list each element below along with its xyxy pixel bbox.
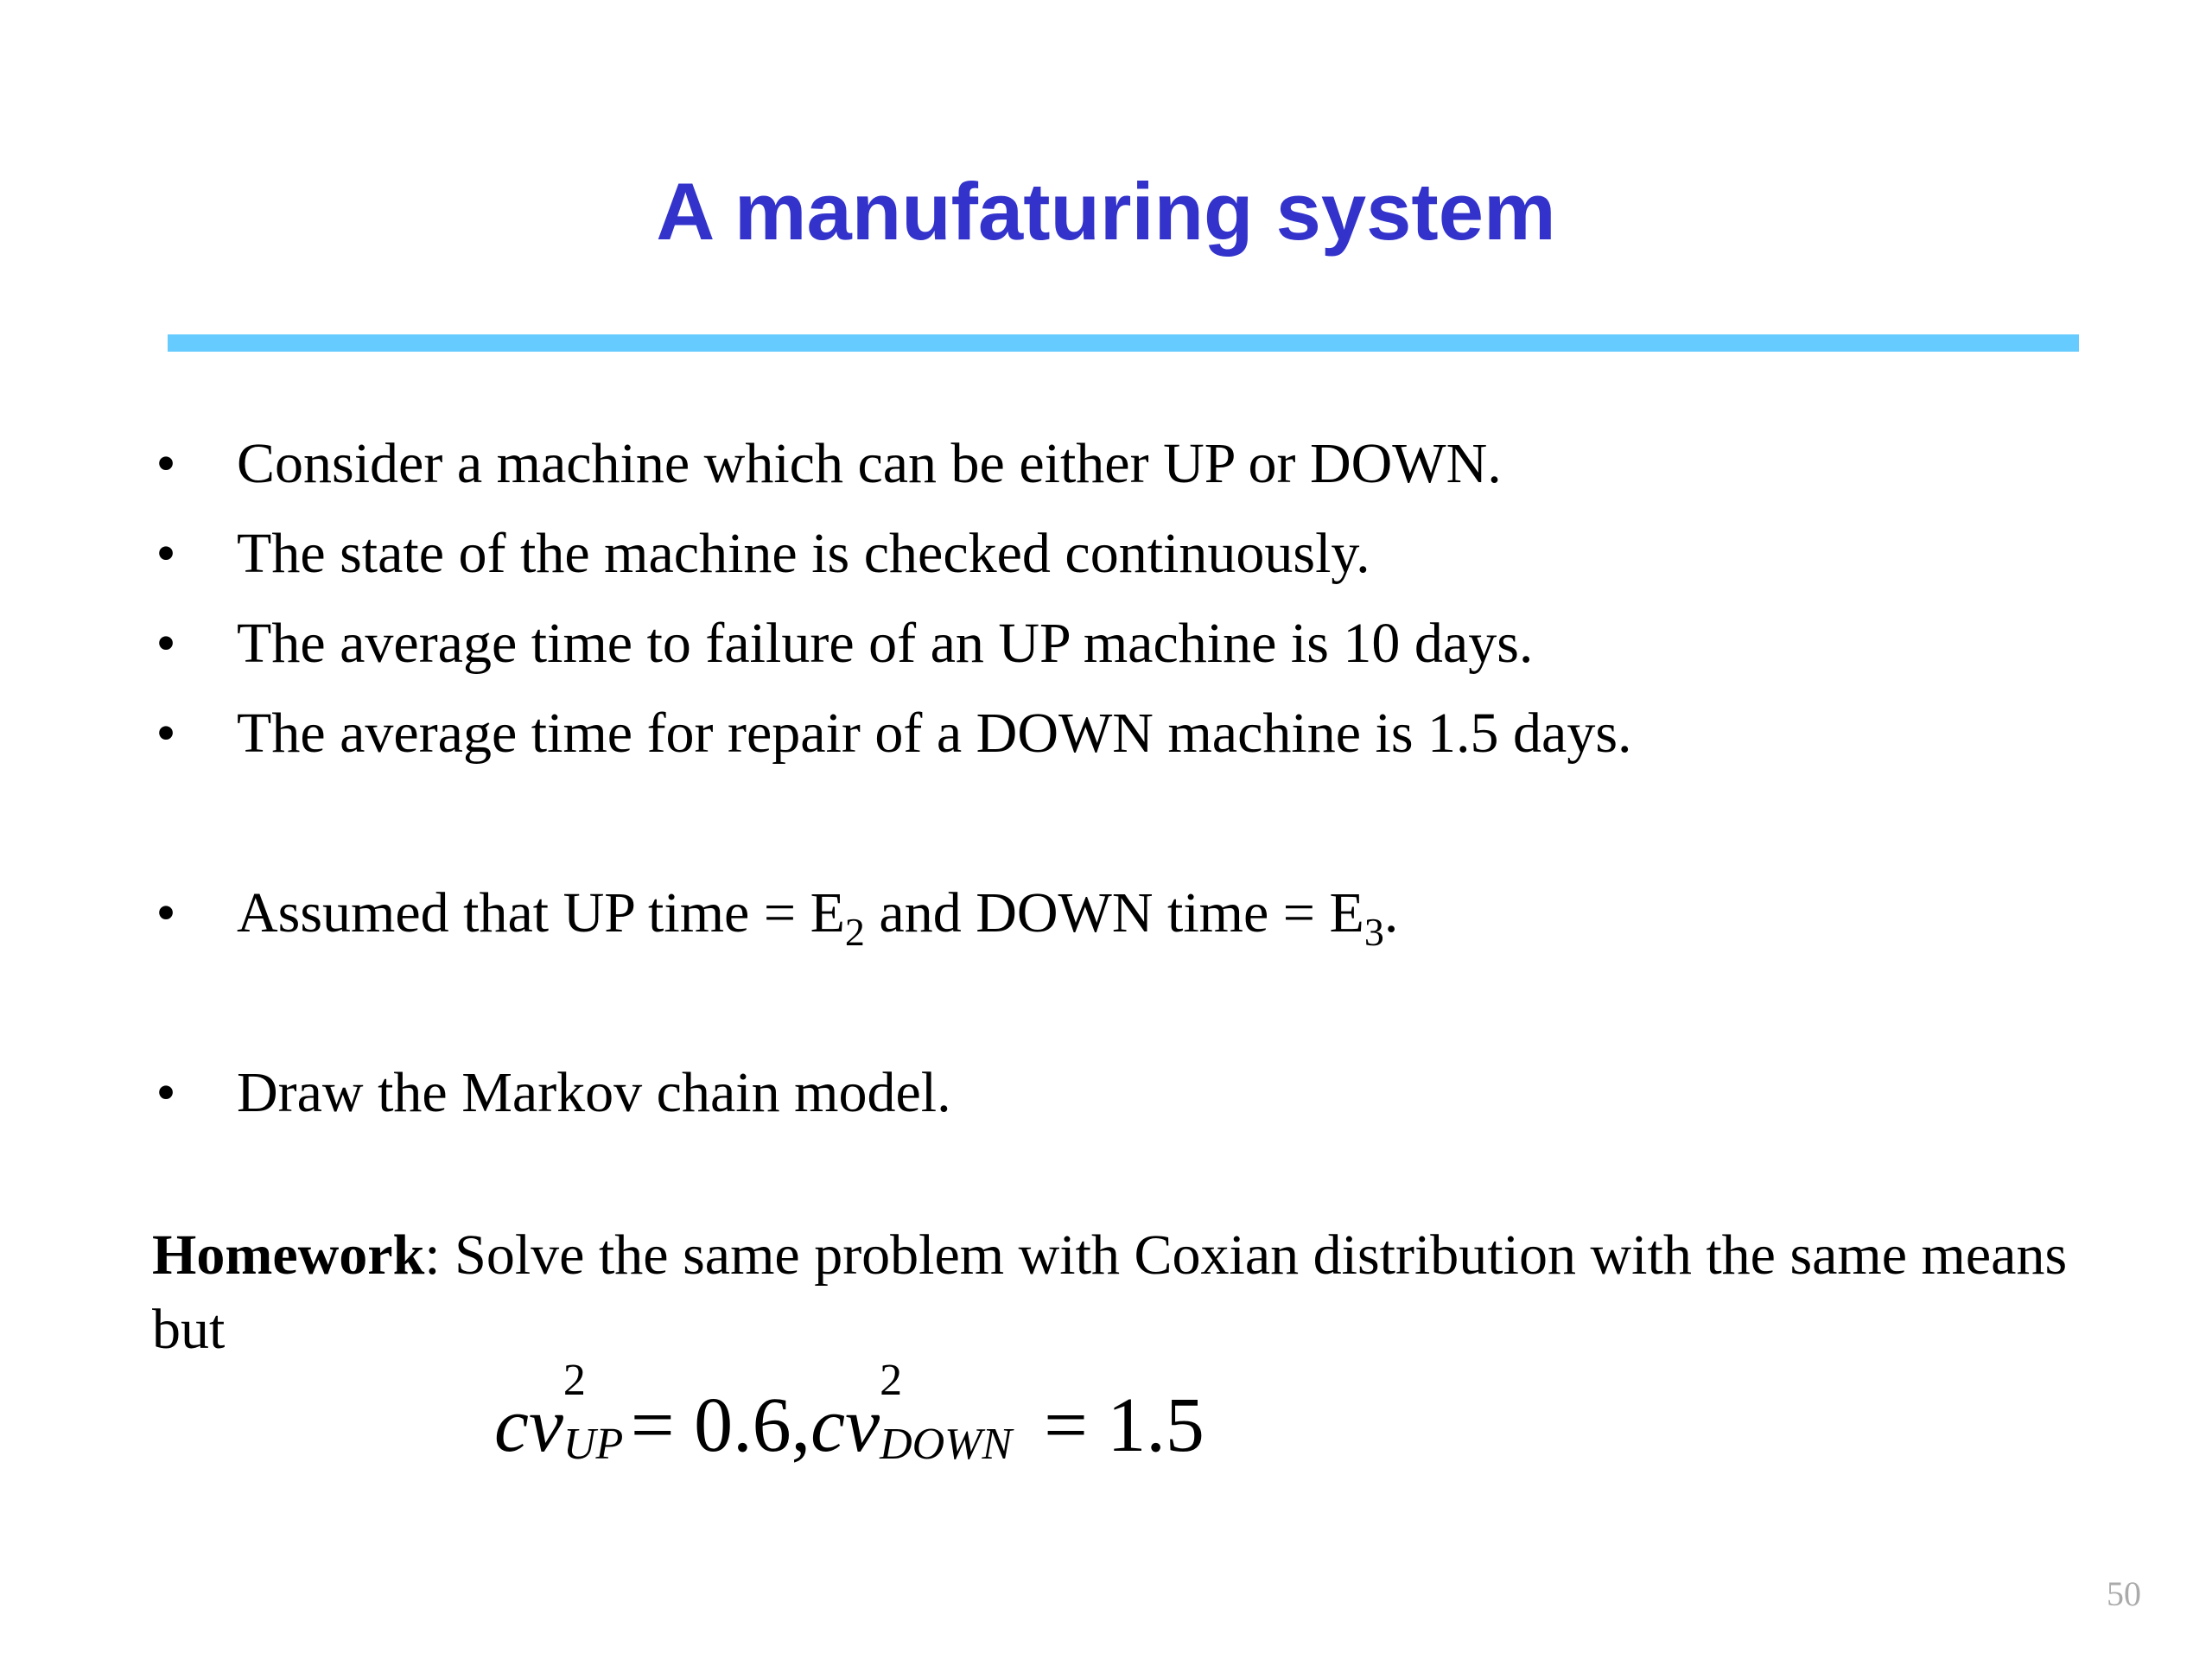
superscript: 2 xyxy=(563,1356,586,1405)
cv-symbol: cv xyxy=(810,1382,880,1468)
subscript: 2 xyxy=(844,910,865,954)
bullet-marker: • xyxy=(156,702,176,765)
up-subscript: UP xyxy=(563,1420,624,1469)
cv-formula xyxy=(494,1356,1205,1486)
bullet-text: The average time to failure of an UP machine is 10 days. xyxy=(237,612,1534,675)
assumption-text xyxy=(237,874,1398,952)
homework-label: Homework xyxy=(152,1224,425,1287)
bullet-marker: • xyxy=(156,881,176,944)
page-number: 50 xyxy=(2107,1574,2141,1613)
superscript: 2 xyxy=(880,1356,903,1405)
homework-paragraph xyxy=(152,1218,2096,1367)
down-scripts xyxy=(880,1356,1044,1486)
homework-text: : Solve the same problem with Coxian distribution with the same means but xyxy=(152,1224,2068,1361)
slide-title: A manufaturing system xyxy=(656,166,1556,257)
up-scripts xyxy=(563,1356,631,1486)
task-text: Draw the Markov chain model. xyxy=(237,1061,951,1124)
assumption-part: . xyxy=(1383,881,1399,944)
title-underline xyxy=(168,334,2079,352)
cv-symbol: cv xyxy=(494,1382,563,1468)
up-value: = 0.6, xyxy=(630,1382,811,1468)
assumption-part: Assumed that UP time = E xyxy=(237,881,845,944)
bullet-text: The average time for repair of a DOWN machine is 1.5 days. xyxy=(237,702,1632,765)
down-value: = 1.5 xyxy=(1044,1382,1205,1468)
bullet-text: The state of the machine is checked continuously. xyxy=(237,522,1370,585)
bullet-text: Consider a machine which can be either UP or DOWN. xyxy=(237,432,1502,495)
bullet-marker: • xyxy=(156,432,176,495)
assumption-part: and DOWN time = E xyxy=(864,881,1364,944)
bullet-marker: • xyxy=(156,612,176,675)
bullet-marker: • xyxy=(156,1061,176,1124)
subscript: 3 xyxy=(1363,910,1384,954)
bullet-marker: • xyxy=(156,522,176,585)
down-subscript: DOWN xyxy=(880,1420,1013,1469)
